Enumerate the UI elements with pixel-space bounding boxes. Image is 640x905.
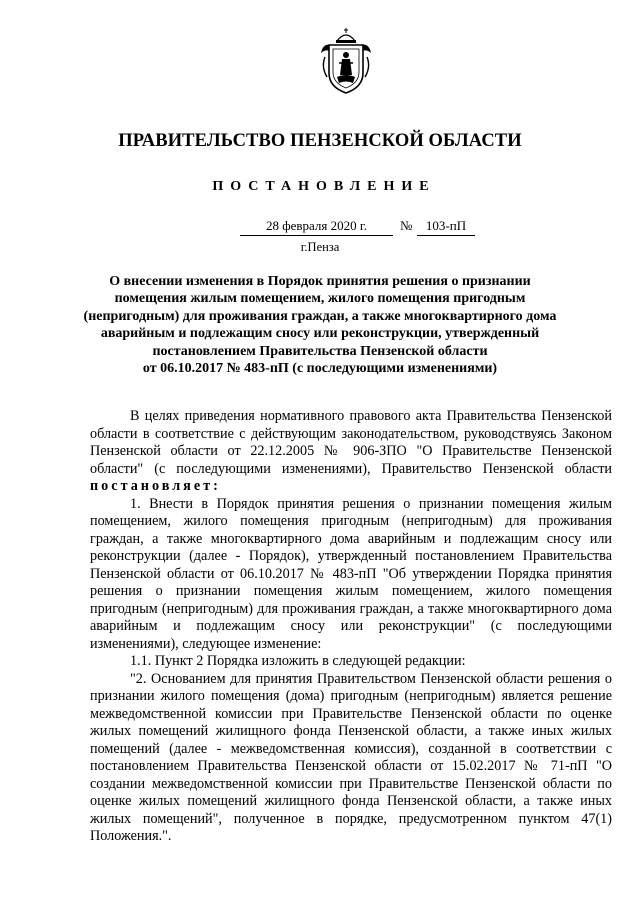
intro-text: В целях приведения нормативного правового акта Правительства Пензенской области в соответствие с действующим законодательством, руководствуясь Законом Пензенской области от 22.12.2005 № 906-ЗПО "О Правительстве Пензенской области" (с последующими изменениями), Правительство Пензенской области: [90, 408, 612, 477]
government-name: ПРАВИТЕЛЬСТВО ПЕНЗЕНСКОЙ ОБЛАСТИ: [118, 131, 522, 151]
number-sign: №: [400, 218, 413, 233]
coat-of-arms-icon: [317, 27, 375, 95]
paragraph-1-1: 1.1. Пункт 2 Порядка изложить в следующей редакции:: [130, 653, 466, 669]
document-type: ПОСТАНОВЛЕНИЕ: [212, 179, 436, 194]
paragraph-1: 1. Внести в Порядок принятия решения о признании помещения жилым помещением, жилого помещения пригодным (непригодным) для проживания граждан, а также многоквартирного дома аварийным и подлежащим сносу или реконструкции (далее - Порядок), утвержденный постановлением Правительства Пензенской области от 06.10.2017 № 483-пП "Об утверждении Порядка принятия решения о признании помещения жилым помещением, жилого помещения пригодным (непригодным) для проживания граждан, а также многоквартирного дома аварийным и подлежащим сносу или реконструкции" (с последующими изменениями), следующее изменение:: [90, 495, 612, 652]
decree-verb: постановляет: [90, 478, 214, 494]
city: г.Пенза: [300, 240, 340, 254]
title-line: помещения жилым помещением, жилого помещения пригодным: [114, 291, 526, 307]
intro-paragraph: [90, 408, 612, 496]
title-line: от 06.10.2017 № 483-пП (с последующими изменениями): [142, 361, 498, 377]
title-line: аварийным и подлежащим сносу или реконструкции, утвержденный: [100, 326, 540, 342]
paragraph-2: "2. Основанием для принятия Правительством Пензенской области решения о признании жилого помещения (дома) пригодным (непригодным) является решение межведомственной комиссии при Правительстве Пензенской области по оценке жилых помещений жилищного фонда Пензенской области, а также иных жилых помещений (далее - межведомственная комиссия), созданной в соответствии с постановлением Правительства Пензенской области от 15.02.2017 № 71-пП "О создании межведомственной комиссии при Правительстве Пензенской области по оценке жилых помещений жилищного фонда Пензенской области, а также иных жилых помещений", полученное в порядке, предусмотренном пунктом 47(1) Положения.".: [90, 670, 612, 844]
title-line: постановлением Правительства Пензенской области: [152, 343, 488, 359]
document-number: 103-пП: [417, 218, 475, 236]
intro-colon: :: [213, 478, 218, 494]
title-line: (непригодным) для проживания граждан, а также многоквартирного дома: [83, 308, 557, 324]
title-line: О внесении изменения в Порядок принятия решения о признании: [109, 274, 531, 289]
document-body: [90, 408, 612, 846]
document-title: [80, 273, 560, 377]
document-date: 28 февраля 2020 г.: [240, 218, 393, 236]
